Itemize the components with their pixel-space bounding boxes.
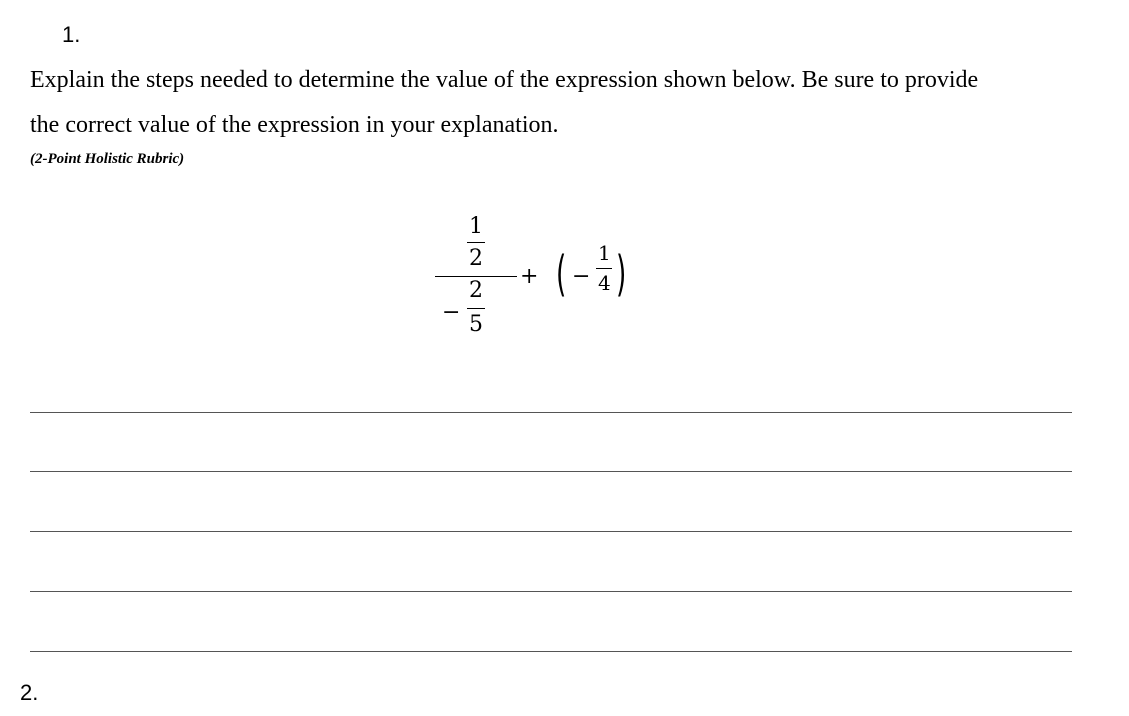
- bottom-denominator: 5: [469, 312, 483, 337]
- open-paren: (: [556, 246, 567, 302]
- bottom-fraction-bar: [467, 308, 485, 309]
- answer-line[interactable]: [30, 651, 1072, 652]
- top-numerator: 1: [469, 214, 483, 239]
- inner-numerator: 1: [598, 241, 611, 265]
- question-number: 1.: [62, 22, 81, 47]
- question-prompt: [30, 58, 1110, 148]
- inner-fraction-bar: [596, 268, 612, 269]
- close-paren: ): [616, 246, 627, 302]
- answer-line[interactable]: [30, 591, 1072, 592]
- prompt-line: the correct value of the expression in your explanation.: [30, 112, 559, 138]
- rubric-label: (2-Point Holistic Rubric): [30, 151, 185, 167]
- top-fraction-bar: [467, 242, 485, 243]
- top-denominator: 2: [469, 246, 483, 271]
- math-expression: [432, 212, 662, 342]
- answer-line[interactable]: [30, 412, 1072, 413]
- answer-line[interactable]: [30, 471, 1072, 472]
- bottom-numerator: 2: [469, 278, 483, 303]
- inner-sign: −: [572, 264, 591, 289]
- plus-operator: +: [520, 264, 539, 289]
- bottom-sign: −: [442, 300, 461, 325]
- question-number: 2.: [20, 680, 39, 705]
- prompt-line: Explain the steps needed to determine the value of the expression shown below. Be sure to provide: [30, 67, 979, 93]
- main-fraction-bar: [435, 276, 517, 277]
- answer-line[interactable]: [30, 531, 1072, 532]
- inner-denominator: 4: [598, 271, 611, 295]
